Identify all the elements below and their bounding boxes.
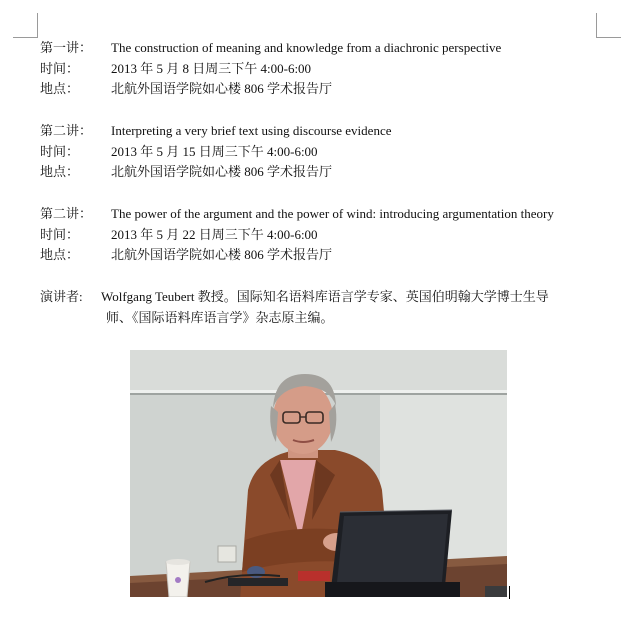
speaker-label: 演讲者: — [40, 289, 83, 304]
lecture-3-place-label: 地点： — [40, 247, 80, 262]
lecture-2-time-label: 时间： — [40, 144, 80, 159]
lecture-3-place: 北航外国语学院如心楼 806 学术报告厅 — [111, 247, 333, 262]
lecture-2-time: 2013 年 5 月 15 日周三下午 4:00-6:00 — [111, 144, 318, 159]
lecture-2-title: Interpreting a very brief text using discourse evidence — [111, 123, 392, 138]
lecture-3-title: The power of the argument and the power of wind: introducing argumentation theory — [111, 206, 554, 221]
lecture-1-time-label: 时间： — [40, 61, 80, 76]
lecture-2-label: 第二讲： — [40, 123, 93, 138]
lecture-1-place-label: 地点： — [40, 81, 80, 96]
lecture-3-time: 2013 年 5 月 22 日周三下午 4:00-6:00 — [111, 227, 318, 242]
text-cursor — [509, 586, 510, 599]
lecture-1-label: 第一讲： — [40, 40, 93, 55]
margin-corner-mark-right — [596, 13, 621, 38]
lecture-2-place: 北航外国语学院如心楼 806 学术报告厅 — [111, 164, 333, 179]
speaker-description-line-1: Wolfgang Teubert 教授。国际知名语料库语言学专家、英国伯明翰大学博士生导 — [101, 289, 549, 304]
speaker-description-line-2: 师、《国际语料库语言学》杂志原主编。 — [106, 310, 334, 325]
speaker-photo-illustration — [130, 350, 507, 597]
lecture-1-time: 2013 年 5 月 8 日周三下午 4:00-6:00 — [111, 61, 312, 76]
lecture-1-title: The construction of meaning and knowledge from a diachronic perspective — [111, 40, 502, 55]
lecture-2-place-label: 地点： — [40, 164, 80, 179]
speaker-photo — [130, 350, 507, 597]
lecture-1-place: 北航外国语学院如心楼 806 学术报告厅 — [111, 81, 333, 96]
lecture-3-time-label: 时间： — [40, 227, 80, 242]
margin-corner-mark-left — [13, 13, 38, 38]
lecture-3-label: 第二讲： — [40, 206, 93, 221]
